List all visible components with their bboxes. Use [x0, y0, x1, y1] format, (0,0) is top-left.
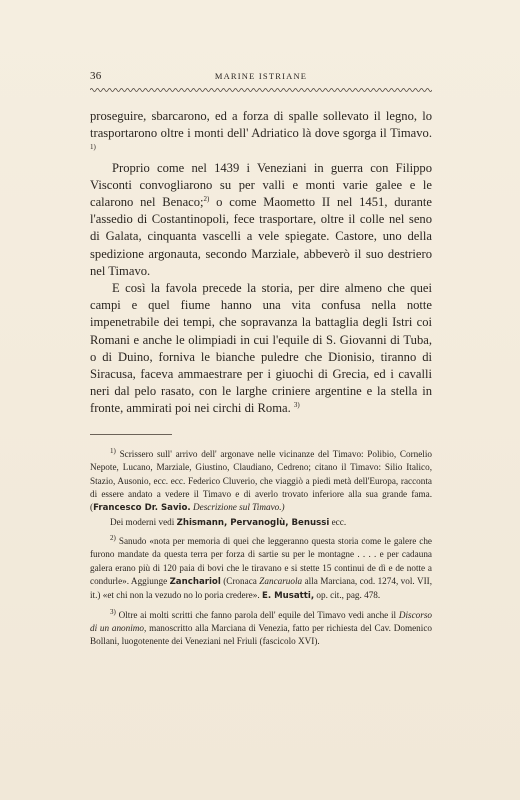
- work-title: Zancaruola: [259, 576, 303, 587]
- footnote-2: $^{2)}$ Sanudo «nota per memoria di quei che leggeranno questa storia come le galere che furono mandate da questa terra per forza di sartie su per le montagne . . . . e per cadauna galera erano più di 120 paia di bovi che le tiravano e si stette 15 continui de dì e de notte a condurle». Aggiunge Zanchariol (Cronaca Zancaruola alla Marciana, cod. 1274, vol. VII, it.) «et chi non la vezudo no lo poria credere». E. Musatti, op. cit., pag. 478.: [90, 534, 432, 602]
- author-name: E. Musatti,: [261, 591, 315, 602]
- page-number: 36: [90, 70, 102, 82]
- author-name: Zanchariol: [169, 577, 221, 588]
- footnote-1: $^{1)}$ Scrissero sull' arrivo dell' argonave nelle vicinanze del Timavo: Polibio, Cornelio Nepote, Lucano, Marziale, Giustino, Claudiano, Cedreno; citano il Timavo: Silio Italico, Stazio, Ausonio, ecc. ecc. Federico Cluverio, che viaggiò a piedi metà dell'Europa, racconta di essere andato a vedere il Timavo e di averlo trovato inferiore alla sua grande fama. (Francesco Dr. Savio. Descrizione sul Timavo.): [90, 446, 433, 514]
- footnote-1-continued: Dei moderni vedi Zhismann, Pervanoglù, Benussi ecc.: [110, 516, 347, 528]
- page-header: [90, 70, 432, 84]
- footnote-mark: 1): [110, 446, 116, 455]
- footnote-mark: 2): [110, 534, 116, 542]
- footnote-separator: [90, 434, 172, 435]
- work-title: Discorso di un anonimo,: [90, 609, 432, 634]
- author-names: Zhismann, Pervanoglù, Benussi: [176, 517, 330, 528]
- running-title: MARINE ISTRIANE: [214, 71, 308, 81]
- footnote-ref-1[interactable]: 1): [90, 143, 96, 152]
- footnote-ref-2[interactable]: 2): [203, 194, 210, 203]
- work-title: Descrizione sul Timavo.): [192, 502, 285, 513]
- footnotes: [90, 448, 432, 649]
- author-name: Francesco Dr. Savio.: [93, 503, 191, 514]
- footnote-ref-3[interactable]: 3): [293, 401, 300, 410]
- paragraph-1: proseguire, sbarcarono, ed a forza di spalle sollevato il legno, lo trasportarono oltre i monti dell' Adriatico là dove sgorga il Timavo. $^{1)}$: [90, 109, 432, 152]
- paragraph-3: E così la favola precede la storia, per dire almeno che quei campi e quel fiume hanno una vita confusa nella notte impenetrabile dei tempi, che sopravanza la battaglia degli Istri coi Romani e anche le olimpiadi in cui l'equile di S. Giovanni di Tuba, o di Duino, forniva le bianche puledre che Dionisio, tiranno di Siracusa, faceva ammaestrare per i giuochi di Grecia, ed i cavalli neri dal pelo rasato, con le larghe criniere argentine e la stella in fronte, ammirati poi nei circhi di Roma. $^{3)}$: [90, 281, 432, 416]
- footnote-3: $^{3)}$ Oltre ai molti scritti che fanno parola dell' equile del Timavo vedi anche il Discorso di un anonimo, manoscritto alla Marciana di Venezia, fatto per richiesta del Cav. Domenico Bollani, luogotenente dei Veneziani nel Friuli (fascicolo XVI).: [90, 607, 433, 647]
- paragraph-2: Proprio come nel 1439 i Veneziani in guerra con Filippo Visconti convogliarono su per valli e monti varie galee e le calarono nel Benaco;$^{2)}$ o come Maometto II nel 1451, durante l'assedio di Costantinopoli, fece trasportare, oltre il colle nel seno di Galata, cinquanta vascelli a vele spiegate. Castore, uno della spedizione argonauta, secondo Marziale, abbeverò il suo destriero nel Timavo.: [90, 160, 432, 278]
- wavy-header-rule: [90, 86, 432, 94]
- footnote-mark: 3): [110, 607, 116, 616]
- main-text: [90, 108, 432, 418]
